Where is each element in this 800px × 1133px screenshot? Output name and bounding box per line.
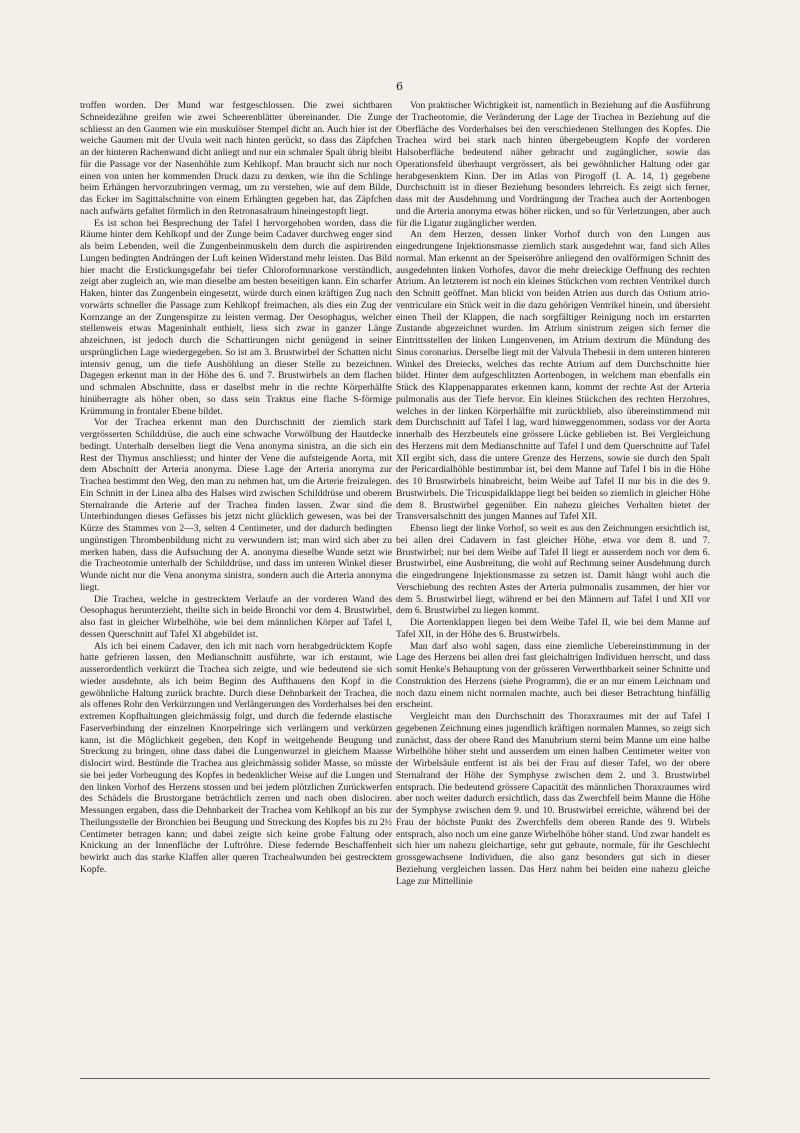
paragraph: An dem Herzen, dessen linker Vorhof durch von den Lungen aus eingedrungene Injektionsmasse ziemlich stark ausgedehnt war, fand sich Alles normal. Man erkennt an der Speiseröhre anliegend den ovalförmigen Schnitt des ausgedehnten linken Vorhofes, davor die mehr dreieckige Oeffnung des rechten Atrium. An letzterem ist noch ein kleines Stückchen vom rechten Ventrikel durch den Schnitt geöffnet. Man blickt von beiden Atrien aus durch das Ostium atrio-ventriculare ein Stück weit in die dazu gehörigen Ventrikel hinein, und übersieht einen Theil der Klappen, die nach sorgfältiger Reinigung noch im erstarrten Zustande abgezeichnet wurden. Im Atrium sinistrum zeigen sich ferner die Eintrittsstellen der linken Lungenvenen, im Atrium dextrum die Mündung des Sinus coronarius. Derselbe liegt mit der Valvula Thebesii in dem unteren hinteren Winkel des Dreiecks, welches das rechte Atrium auf dem Durchschnitte hier bildet. Hinter dem aufgeschlitzten Aortenbogen, in welchem man ebenfalls ein Stück des Klappenapparates erkennen kann, kommt der rechte Ast der Arteria pulmonalis aus der Tiefe hervor. Ein kleines Stückchen des rechten Herzohres, welches in der linken Körperhälfte mit zurückblieb, also übereinstimmend mit dem Durchschnitt auf Tafel I lag, ward hinweggenommen, sodass vor der Aorta innerhalb des Herzbeutels eine grössere Lücke geblieben ist. Bei Vergleichung des Herzens mit dem Medianschnitte auf Tafel I und dem Querschnitte auf Tafel XII ergibt sich, dass die untere Grenze des Herzens, sowie sie durch den Spalt der Pericardialhöhle bestimmbar ist, bei dem Manne auf Tafel I bis in die Höhe des 10 Brustwirbels hinabreicht, beim Weibe auf Tafel II nur bis in die des 9. Brustwirbels. Die Tricuspidalklappe liegt bei beiden so ziemlich in gleicher Höhe dem 8. Brustwirbel gegenüber. Ein nahezu gleiches Verhalten bietet der Transversalschnitt des jungen Mannes auf Tafel XII. bbox=[396, 229, 710, 523]
right-column bbox=[396, 100, 710, 1090]
paragraph: Vor der Trachea erkennt man den Durchschnitt der ziemlich stark vergrösserten Schilddrüse, die auch eine schwache Vorwölbung der Hautdecke bedingt. Unterhalb derselben liegt die Vena anonyma sinistra, an die sich ein Rest der Thymus anschliesst; und hinter der Vene die aufsteigende Aorta, mit dem Abschnitt der Arteria anonyma. Diese Lage der Arteria anonyma zur Trachea bestimmt den Weg, den man zu nehmen hat, um die Arterie freizulegen. Ein Schnitt in der Linea alba des Halses wird zwischen Schilddrüse und oberem Sternalrande die Arterie auf der Trachea finden lassen. Zwar sind die Unterbindungen dieses Gefässes bis jetzt nicht glücklich gewesen, was bei der Kürze des Stammes von 2—3, selten 4 Centimeter, und der dadurch bedingten ungünstigen Thrombenbildung nicht zu verwundern ist; man wird sich aber zu merken haben, dass die Aufsuchung der A. anonyma dieselbe Wunde setzt wie die Tracheotomie unterhalb der Schilddrüse, und dass im unteren Winkel dieser Wunde nicht nur die Vena anonyma sinistra, sondern auch die Arteria anonyma liegt. bbox=[80, 417, 392, 593]
paragraph: Es ist schon bei Besprechung der Tafel I hervorgehoben worden, dass die Räume hinter dem Kehlkopf und der Zunge beim Cadaver durchweg enger sind als beim Lebenden, weil die Zungenbeinmuskeln dem durch die aspirirenden Lungen bedingten Andrängen der Luft keinen Widerstand mehr leisten. Das Bild hier macht die Erstickungsgefahr bei tiefer Chloroformnarkose verständlich, zeigt aber zugleich an, wie man dieselbe am besten beseitigen kann. Ein scharfer Haken, hinter das Zungenbein eingesetzt, würde durch einen kräftigen Zug nach vorwärts schneller die Passage zum Kehlkopf freimachen, als dies ein Zug der Kornzange an der Zungenspitze zu leisten vermag. Der Oesophagus, welcher stellenweis etwas Mageninhalt enthielt, liess sich zwar in ganzer Länge abzeichnen, ist jedoch durch die Schattirungen nicht genügend in seiner ursprünglichen Lage wiedergegeben. So ist am 3. Brustwirbel der Schatten nicht intensiv genug, um die tiefe Aushöhlung an dieser Stelle zu bezeichnen. Dagegen erkennt man in der Höhe des 6. und 7. Brustwirbels an dem flachen und schmalen Abschnitte, dass er daselbst mehr in die rechte Körperhälfte hinüberragte als höher oben, so dass sein Traktus eine flache S-förmige Krümmung in frontaler Ebene bildet. bbox=[80, 217, 392, 417]
paragraph: Die Trachea, welche in gestrecktem Verlaufe an der vorderen Wand des Oesophagus herunterzieht, theilte sich in beide Bronchi vor dem 4. Brustwirbel, also fast in gleicher Wirbelhöhe, wie bei dem männlichen Körper auf Tafel I, dessen Querschnitt auf Tafel XI abgebildet ist. bbox=[80, 593, 392, 640]
paragraph: Von praktischer Wichtigkeit ist, namentlich in Beziehung auf die Ausführung der Tracheotomie, die Veränderung der Lage der Trachea in Beziehung auf die Oberfläche des Vorderhalses bei den verschiedenen Stellungen des Kopfes. Die Trachea wird bei stark nach hinten übergebeugtem Kopfe der vorderen Halsoberfläche bedeutend näher gebracht und zugänglicher, sowie das Operationsfeld überhaupt vergrössert, als bei gewöhnlicher Haltung oder gar herabgesenktem Kinn. Der im Atlas von Pirogoff (I. A. 14, 1) gegebene Durchschnitt ist in dieser Beziehung besonders lehrreich. Es zeigt sich ferner, dass mit der Ausdehnung und Vordrängung der Trachea auch der Aortenbogen und die Arteria anonyma etwas höher rücken, und so für Verletzungen, aber auch für die Ligatur zugänglicher werden. bbox=[396, 100, 710, 229]
paragraph: Ebenso liegt der linke Vorhof, so weit es aus den Zeichnungen ersichtlich ist, bei allen drei Cadavern in fast gleicher Höhe, etwa vor dem 8. und 7. Brustwirbel; nur bei dem Weibe auf Tafel II liegt er ausserdem noch vor dem 6. Brustwirbel, eine Ausbreitung, die wohl auf Rechnung seiner Ausdehnung durch die eingedrungene Injektionsmasse zu setzen ist. Damit hängt wohl auch die Verschiebung des rechten Astes der Arteria pulmonalis zusammen, der hier vor dem 5. Brustwirbel liegt, während er bei den Männern auf Tafel I und XII vor dem 6. Brustwirbel zu liegen kommt. bbox=[396, 523, 710, 617]
paragraph: Man darf also wohl sagen, dass eine ziemliche Uebereinstimmung in der Lage des Herzens bei allen drei fast gleichaltrigen Individuen herrscht, und dass somit Henke's Behauptung von der grösseren Verwerthbarkeit seiner Schnitte und Construktion des Herzens (siehe Programm), die er an nur einem Leichnam und noch dazu einem nicht normalen machte, auch bei dieser Betrachtung hinfällig erscheint. bbox=[396, 640, 710, 711]
page-bottom-rule bbox=[80, 1078, 710, 1079]
paragraph: Als ich bei einem Cadaver, den ich mit nach vorn herabgedrücktem Kopfe hatte gefrieren lassen, den Medianschnitt ausführte, war ich erstaunt, wie ausserordentlich verkürzt die Trachea sich zeigte, und wie bedeutend sie sich wieder ausdehnte, als ich beim Beginn des Aufthauens den Kopf in die gewöhnliche Haltung zurück brachte. Durch diese Dehnbarkeit der Trachea, die als offenes Rohr den Verkürzungen und Verlängerungen des Vorderhalses bei den extremen Kopfhaltungen gleichmässig folgt, und durch die federnde elastische Faserverbindung der einzelnen Knorpelringe sich verlängern und verkürzen kann, ist die Möglichkeit gegeben, den Kopf in weitgehende Beugung und Streckung zu bringen, ohne dass dabei die Lungenwurzel in gleichem Maasse dislocirt wird. Bestünde die Trachea aus gleichmässig solider Masse, so müsste sie bei jeder Vorbeugung des Kopfes in bedenklicher Weise auf die Lungen und den linken Vorhof des Herzens stossen und bei jedem plötzlichen Zurückwerfen des Schädels die Brustorgane beträchtlich zerren und nach oben dislociren. Messungen ergaben, dass die Dehnbarkeit der Trachea vom Kehlkopf an bis zur Theilungsstelle der Bronchien bei Beugung und Streckung des Kopfes bis zu 2½ Centimeter betragen kann; und dabei zeigte sich keine grobe Faltung oder Knickung an der Innenfläche der Luftröhre. Diese federnde Beschaffenheit bewirkt auch das starke Klaffen aller queren Trachealwunden bei gestrecktem Kopfe. bbox=[80, 640, 392, 875]
paragraph: Die Aortenklappen liegen bei dem Weibe Tafel II, wie bei dem Manne auf Tafel XII, in der Höhe des 6. Brustwirbels. bbox=[396, 617, 710, 640]
paragraph: Vergleicht man den Durchschnitt des Thoraxraumes mit der auf Tafel I gegebenen Zeichnung eines jugendlich kräftigen normalen Mannes, so zeigt sich zunächst, dass der obere Rand des Manubrium sterni beim Manne um eine halbe Wirbelhöhe höher steht und ausserdem um einen halben Centimeter weiter von der Wirbelsäule entfernt ist als bei der Frau auf dieser Tafel, wo der obere Sternalrand der Höhe der Symphyse zwischen dem 2. und 3. Brustwirbel entsprach. Die bedeutend grössere Capacität des männlichen Thoraxraumes wird aber noch weiter dadurch ersichtlich, dass das Zwerchfell beim Manne die Höhe der Symphyse zwischen dem 9. und 10. Brustwirbel erreichte, während bei der Frau der höchste Punkt des Zwerchfells dem oberen Rande des 9. Wirbels entsprach, also noch um eine ganze Wirbelhöhe höher stand. Und zwar handelt es sich hier um nahezu gleichartige, sehr gut gebaute, normale, für ihr Geschlecht grossgewachsene Individuen, die also ganz besonders gut sich in dieser Beziehung vergleichen lassen. Das Herz nahm bei beiden eine nahezu gleiche Lage zur Mittellinie bbox=[396, 711, 710, 887]
left-column bbox=[80, 100, 392, 1090]
paragraph: troffen worden. Der Mund war festgeschlossen. Die zwei sichtbaren Schneidezähne greifen wie zwei Scheerenblätter übereinander. Die Zunge schliesst an den Gaumen wie ein muskulöser Stempel dicht an. Auch hier ist der weiche Gaumen mit der Uvula weit nach hinten gerückt, so dass das Zäpfchen an der hinteren Rachenwand dicht anliegt und nur ein schmaler Spalt übrig bleibt für die Passage vor der Nasenhöhle zum Kehlkopf. Man braucht sich nur noch einen von unten her kommenden Druck dazu zu denken, wie ihn die Schlinge beim Erhängen hervorzubringen vermag, um zu verstehen, wie auf dem Bilde, das Ecker im Sagittalschnitte von einem Erhängten gegeben hat, das Zäpfchen nach aufwärts gefaltet förmlich in den Retronasalraum hineingestopft liegt. bbox=[80, 100, 392, 217]
page-number: 6 bbox=[396, 80, 404, 93]
